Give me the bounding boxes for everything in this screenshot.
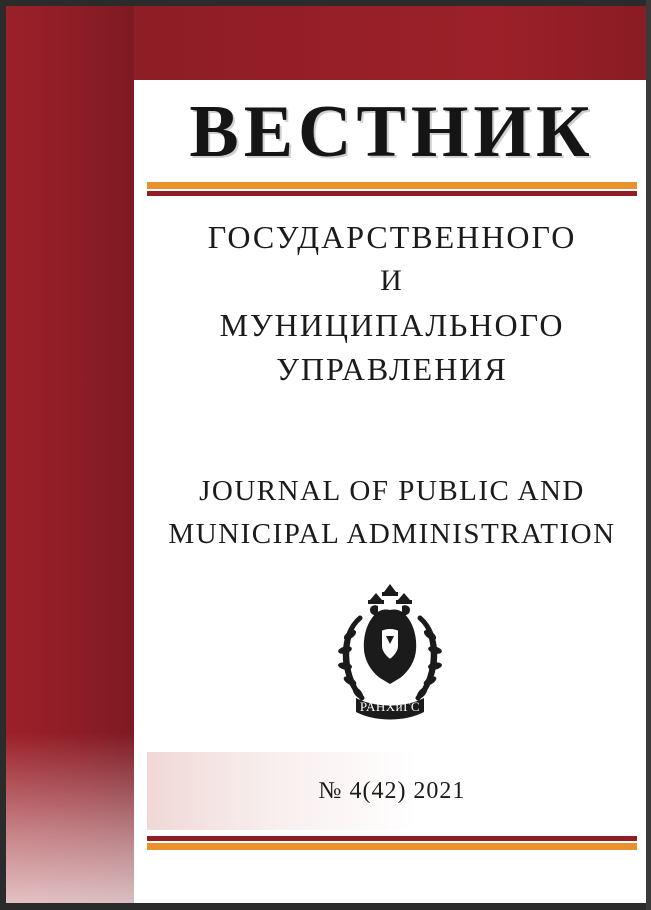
subtitle-ru-line-4: УПРАВЛЕНИЯ xyxy=(276,351,508,387)
cover-header-band xyxy=(134,6,646,80)
cover-spine-gradient xyxy=(6,733,134,903)
title-zone xyxy=(147,86,637,178)
subtitle-ru-line-2: И xyxy=(380,264,404,297)
subtitle-ru-line-3: МУНИЦИПАЛЬНОГО xyxy=(219,307,565,343)
page-border-bottom xyxy=(0,903,651,910)
divider-red-top xyxy=(147,191,637,196)
issue-number: № 4(42) 2021 xyxy=(318,777,466,804)
divider-orange-top xyxy=(147,182,637,189)
subtitle-ru-line-1: ГОСУДАРСТВЕННОГО xyxy=(207,219,577,255)
subtitle-russian xyxy=(147,215,637,391)
subtitle-english xyxy=(147,470,637,556)
page-title: ВЕСТНИК xyxy=(189,90,595,173)
subtitle-en-line-2: MUNICIPAL ADMINISTRATION xyxy=(168,518,616,550)
subtitle-en-line-1: JOURNAL OF PUBLIC AND xyxy=(199,475,585,507)
divider-orange-bottom xyxy=(147,843,637,850)
svg-text:РАНХиГС: РАНХиГС xyxy=(359,699,421,714)
ranepa-double-headed-eagle-emblem-icon xyxy=(330,580,450,730)
issue-band xyxy=(147,752,637,830)
divider-red-bottom xyxy=(147,836,637,841)
page-border-right xyxy=(646,0,651,910)
